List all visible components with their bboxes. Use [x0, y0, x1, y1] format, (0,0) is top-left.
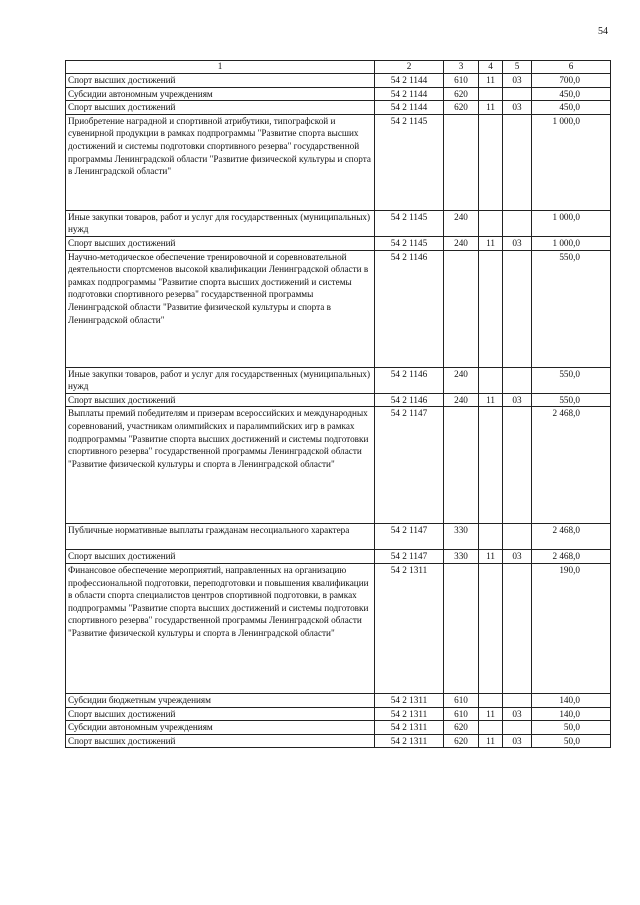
row-section: [479, 407, 503, 524]
row-expense-type: 610: [444, 693, 479, 707]
row-code: 54 2 1311: [375, 693, 444, 707]
table-row: [66, 210, 611, 236]
row-expense-type: 240: [444, 367, 479, 393]
row-section: [479, 693, 503, 707]
table-row: [66, 87, 611, 101]
row-code: 54 2 1147: [375, 550, 444, 564]
row-code: 54 2 1146: [375, 393, 444, 407]
row-expense-type: 240: [444, 393, 479, 407]
table-row: [66, 250, 611, 367]
row-subsection: 03: [503, 734, 532, 748]
row-subsection: 03: [503, 707, 532, 721]
row-code: 54 2 1146: [375, 250, 444, 367]
row-name: Иные закупки товаров, работ и услуг для государственных (муниципальных) нужд: [66, 367, 375, 393]
row-amount: 140,0: [532, 707, 611, 721]
row-subsection: [503, 250, 532, 367]
row-subsection: 03: [503, 236, 532, 250]
table-row: [66, 524, 611, 550]
table-row: [66, 236, 611, 250]
row-expense-type: 620: [444, 101, 479, 115]
row-name: Спорт высших достижений: [66, 101, 375, 115]
row-subsection: [503, 693, 532, 707]
row-name: Спорт высших достижений: [66, 74, 375, 88]
row-code: 54 2 1144: [375, 74, 444, 88]
row-amount: 450,0: [532, 87, 611, 101]
row-amount: 1 000,0: [532, 114, 611, 210]
table-row: [66, 693, 611, 707]
table-row: [66, 734, 611, 748]
row-code: 54 2 1147: [375, 407, 444, 524]
row-amount: 1 000,0: [532, 210, 611, 236]
row-code: 54 2 1145: [375, 236, 444, 250]
row-expense-type: 610: [444, 707, 479, 721]
row-subsection: 03: [503, 101, 532, 115]
row-expense-type: 620: [444, 734, 479, 748]
row-expense-type: 330: [444, 524, 479, 550]
row-section: 11: [479, 74, 503, 88]
row-section: [479, 210, 503, 236]
table-row: [66, 721, 611, 735]
table-row: [66, 101, 611, 115]
row-code: 54 2 1311: [375, 563, 444, 693]
table-row: [66, 393, 611, 407]
row-subsection: 03: [503, 550, 532, 564]
row-code: 54 2 1145: [375, 210, 444, 236]
row-section: [479, 114, 503, 210]
row-code: 54 2 1145: [375, 114, 444, 210]
row-amount: 700,0: [532, 74, 611, 88]
table-row: [66, 114, 611, 210]
row-subsection: 03: [503, 74, 532, 88]
row-name: Субсидии автономным учреждениям: [66, 87, 375, 101]
row-subsection: [503, 407, 532, 524]
row-section: [479, 87, 503, 101]
row-name: Выплаты премий победителям и призерам всероссийских и международных соревнований, участникам олимпийских и паралимпийских игр в рамках подпрограммы "Развитие спорта высших достижений и системы подготовки спортивного резерва" государственной программы Ленинградской области "Развитие физической культуры и спорта в Ленинградской области": [66, 407, 375, 524]
row-name: Финансовое обеспечение мероприятий, направленных на организацию профессиональной подготовки, переподготовки и повышения квалификации в области спорта специалистов центров спортивной подготовки, в рамках подпрограммы "Развитие спорта высших достижений и системы подготовки спортивного резерва" государственной программы Ленинградской области "Развитие физической культуры и спорта в Ленинградской области": [66, 563, 375, 693]
row-name: Спорт высших достижений: [66, 707, 375, 721]
row-expense-type: 620: [444, 721, 479, 735]
row-subsection: [503, 524, 532, 550]
row-code: 54 2 1311: [375, 707, 444, 721]
row-name: Иные закупки товаров, работ и услуг для государственных (муниципальных) нужд: [66, 210, 375, 236]
row-subsection: [503, 87, 532, 101]
column-header: 3: [444, 61, 479, 74]
row-name: Субсидии автономным учреждениям: [66, 721, 375, 735]
row-code: 54 2 1311: [375, 734, 444, 748]
row-amount: 50,0: [532, 734, 611, 748]
row-code: 54 2 1144: [375, 87, 444, 101]
row-amount: 2 468,0: [532, 550, 611, 564]
row-amount: 1 000,0: [532, 236, 611, 250]
row-amount: 140,0: [532, 693, 611, 707]
row-amount: 550,0: [532, 367, 611, 393]
column-header: 6: [532, 61, 611, 74]
row-amount: 550,0: [532, 250, 611, 367]
row-amount: 50,0: [532, 721, 611, 735]
row-code: 54 2 1144: [375, 101, 444, 115]
row-name: Публичные нормативные выплаты гражданам несоциального характера: [66, 524, 375, 550]
column-header: 5: [503, 61, 532, 74]
row-expense-type: 240: [444, 236, 479, 250]
row-section: 11: [479, 550, 503, 564]
row-amount: 190,0: [532, 563, 611, 693]
row-name: Приобретение наградной и спортивной атрибутики, типографской и сувенирной продукции в рамках подпрограммы "Развитие спорта высших достижений и системы подготовки спортивного резерва" государственной программы Ленинградской области "Развитие физической культуры и спорта в Ленинградской области": [66, 114, 375, 210]
row-expense-type: 240: [444, 210, 479, 236]
column-header: 4: [479, 61, 503, 74]
row-subsection: [503, 563, 532, 693]
table-row: [66, 74, 611, 88]
row-section: 11: [479, 236, 503, 250]
row-name: Научно-методическое обеспечение тренировочной и соревновательной деятельности спортсменов высокой квалификации Ленинградской области в рамках подпрограммы "Развитие спорта высших достижений и системы подготовки спортивного резерва" государственной программы Ленинградской области "Развитие физической культуры и спорта в Ленинградской области": [66, 250, 375, 367]
row-expense-type: 610: [444, 74, 479, 88]
row-code: 54 2 1147: [375, 524, 444, 550]
row-section: 11: [479, 393, 503, 407]
row-name: Спорт высших достижений: [66, 734, 375, 748]
row-expense-type: [444, 563, 479, 693]
table-row: [66, 707, 611, 721]
row-amount: 2 468,0: [532, 524, 611, 550]
row-section: [479, 367, 503, 393]
row-section: [479, 524, 503, 550]
row-code: 54 2 1311: [375, 721, 444, 735]
row-name: Субсидии бюджетным учреждениям: [66, 693, 375, 707]
row-subsection: [503, 210, 532, 236]
row-subsection: [503, 367, 532, 393]
row-expense-type: 330: [444, 550, 479, 564]
row-expense-type: 620: [444, 87, 479, 101]
row-section: [479, 250, 503, 367]
table-row: [66, 407, 611, 524]
table-row: [66, 367, 611, 393]
column-header: 1: [66, 61, 375, 74]
row-amount: 2 468,0: [532, 407, 611, 524]
row-name: Спорт высших достижений: [66, 236, 375, 250]
row-code: 54 2 1146: [375, 367, 444, 393]
row-expense-type: [444, 250, 479, 367]
table-row: [66, 563, 611, 693]
row-section: 11: [479, 734, 503, 748]
row-name: Спорт высших достижений: [66, 550, 375, 564]
page-number: 54: [598, 26, 608, 37]
row-section: 11: [479, 707, 503, 721]
row-name: Спорт высших достижений: [66, 393, 375, 407]
budget-table: [65, 60, 611, 748]
table-row: [66, 550, 611, 564]
row-amount: 450,0: [532, 101, 611, 115]
row-expense-type: [444, 407, 479, 524]
row-expense-type: [444, 114, 479, 210]
row-section: [479, 721, 503, 735]
row-section: [479, 563, 503, 693]
row-subsection: 03: [503, 393, 532, 407]
row-subsection: [503, 114, 532, 210]
row-amount: 550,0: [532, 393, 611, 407]
row-subsection: [503, 721, 532, 735]
row-section: 11: [479, 101, 503, 115]
table-header-row: [66, 61, 611, 74]
column-header: 2: [375, 61, 444, 74]
